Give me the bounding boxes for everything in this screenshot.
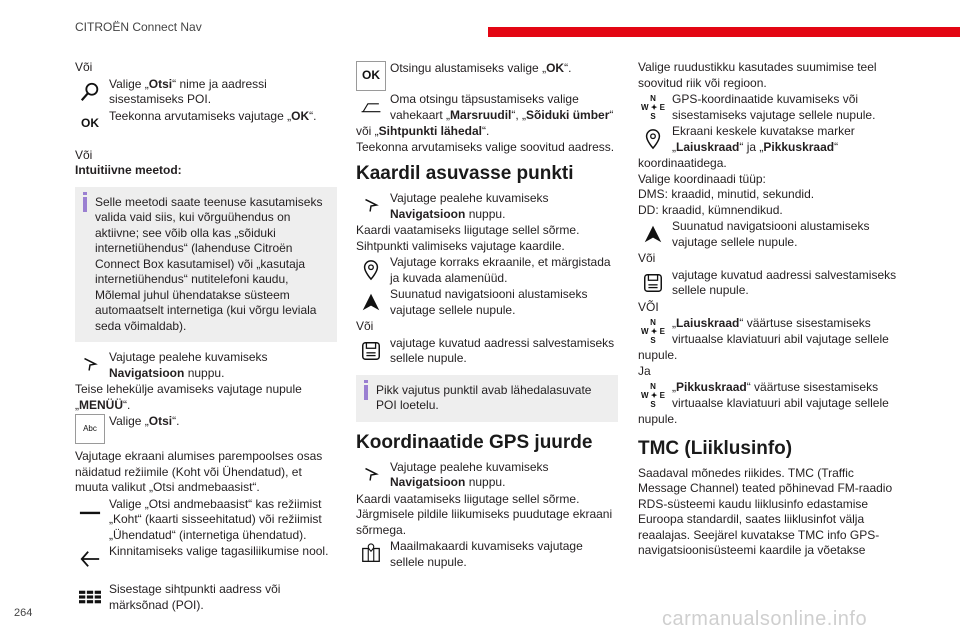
save-icon[interactable]: [356, 336, 386, 366]
text-marker: Vajutage korraks ekraanile, et märgistada ja kuvada alamenüüd.: [390, 255, 611, 285]
info-note-2: [356, 375, 618, 422]
text-start: Suunatud navigatsiooni alustamiseks vajutage sellele nupule.: [390, 287, 588, 317]
header-red-bar: [488, 27, 960, 37]
text-otsi: Valige „Otsi“ nime ja aadressi sisestamiseks POI.: [109, 76, 267, 106]
row-gps: [638, 92, 900, 123]
info-note-2-text: Pikk vajutus punktil avab lähedalasuvate POI loetelu.: [376, 382, 592, 412]
row-nav-3: [356, 460, 618, 491]
navigate-start-icon[interactable]: [356, 287, 386, 317]
location-pin-icon[interactable]: [356, 255, 386, 285]
search-icon[interactable]: [75, 77, 105, 107]
save-icon[interactable]: [638, 268, 668, 298]
location-pin-icon[interactable]: [638, 124, 668, 154]
ok-icon[interactable]: OK: [356, 61, 386, 91]
text-lon-2: nupule.: [638, 412, 678, 426]
row-marker: [356, 255, 618, 286]
column-3: [638, 60, 900, 559]
row-ok: [75, 109, 337, 139]
row-start-2: [638, 219, 900, 250]
compass-icon[interactable]: N W ✦ E S: [638, 92, 668, 122]
keyboard-icon[interactable]: Abc: [75, 414, 105, 444]
text-voi: Või: [75, 60, 93, 74]
row-otsi-2: [75, 414, 337, 444]
text-ok-2: Otsingu alustamiseks valige „OK“.: [390, 61, 572, 75]
text-start-2: Suunatud navigatsiooni alustamiseks vajutage sellele nupule.: [672, 219, 870, 249]
row-vehicle: [356, 92, 618, 123]
text-dd: DD: kraadid, kümnendikud.: [638, 202, 783, 217]
text-tmc: Saadaval mõnedes riikides. TMC (Traffic Message Channel) teated põhinevad FM-raadio RDS-süsteemi kaudu liiklusinfo edastamise Euroopa standardil, saates liiklusinfot välja reaalajas. Seejärel kuvatakse TMC info GPS-navigatsioonisüsteemi kaardile ja võetakse: [638, 465, 893, 557]
row-db: [75, 497, 337, 544]
text-keys: Sisestage sihtpunkti aadress või märksõnad (POI).: [109, 582, 281, 612]
text-db: Valige „Otsi andmebaasist“ kas režiimist „Koht“ (kaarti sisseehitatud) või režiimist „Ühendatud“ (internetiga ühendatud).: [109, 496, 322, 542]
text-coords: koordinaatidega.: [638, 156, 727, 170]
row-back: [75, 544, 337, 574]
column-2: [356, 60, 618, 571]
text-center: Ekraani keskele kuvatakse marker „Laiuskraad“ ja „Pikkuskraad“: [672, 124, 855, 154]
row-center: [638, 124, 900, 155]
text-voi-4: Või: [638, 251, 656, 265]
compass-icon[interactable]: N W ✦ E S: [638, 380, 668, 410]
compass-icon[interactable]: N W ✦ E S: [638, 316, 668, 346]
navigate-start-icon[interactable]: [638, 219, 668, 249]
text-save: vajutage kuvatud aadressi salvestamiseks sellele nupule.: [390, 335, 615, 365]
text-ja: Ja: [638, 363, 651, 378]
back-arrow-icon[interactable]: [75, 544, 105, 574]
text-dms: DMS: kraadid, minutid, sekundid.: [638, 187, 815, 201]
navigation-arrow-icon[interactable]: [356, 191, 386, 221]
column-1: [75, 60, 337, 614]
text-calc: Teekonna arvutamiseks valige soovitud aadress.: [356, 139, 615, 154]
text-voi-5: VÕI: [638, 299, 659, 314]
text-voi-2: Või: [75, 147, 93, 162]
heading-intuitive: Intuitiivne meetod:: [75, 163, 182, 177]
info-note: [75, 187, 337, 343]
row-nav: [75, 350, 337, 381]
text-vehicle-2: või „Sihtpunkti lähedal“.: [356, 124, 490, 138]
info-icon: [83, 197, 87, 212]
row-lat: [638, 316, 900, 347]
row-save-2: [638, 268, 900, 299]
ok-icon[interactable]: OK: [75, 109, 105, 139]
heading-gps: Koordinaatide GPS juurde: [356, 431, 593, 453]
info-icon: [364, 385, 368, 400]
world-map-icon[interactable]: [356, 539, 386, 569]
text-ok: Teekonna arvutamiseks vajutage „OK“.: [109, 108, 317, 123]
navigation-arrow-icon[interactable]: [356, 460, 386, 490]
heading-tmc: TMC (Liiklusinfo): [638, 437, 793, 459]
row-keys: [75, 582, 337, 613]
text-gps: GPS-koordinaatide kuvamiseks või sisestamiseks vajutage sellele nupule.: [672, 92, 876, 122]
row-lon: [638, 380, 900, 411]
text-nav: Vajutage pealehe kuvamiseks Navigatsioon nuppu.: [109, 350, 268, 380]
info-note-text: Selle meetodi saate teenuse kasutamiseks valida vaid siis, kui võrguühendus on aktiivne; see võib olla kas „sõiduki internetiühendus“ (lahenduse Citroën Connect Box kasutamisel) või „kasutaja internetiühendus“ nutitelefoni kaudu, Mõlemal juhul ühendatakse süsteem automaatselt internetiga (kui võrgu leviala seda võimaldab).: [95, 194, 323, 333]
text-type: Valige koordinaadi tüüp:: [638, 171, 766, 186]
page-number: 264: [14, 607, 33, 619]
header-title: CITROËN Connect Nav: [75, 20, 202, 34]
navigation-arrow-icon[interactable]: [75, 350, 105, 380]
text-world: Maailmakaardi kuvamiseks vajutage sellele nupule.: [390, 539, 583, 569]
text-lat: „Laiuskraad“ väärtuse sisestamiseks virtuaalse klaviatuuri abil vajutage sellele: [672, 316, 889, 346]
text-grid: Valige ruudustikku kasutades suumimise teel soovitud riik või regioon.: [638, 60, 877, 90]
text-next: Järgmisele pildile liikumiseks puudutage ekraani sõrmega.: [356, 507, 613, 537]
text-screen-mode: Vajutage ekraani alumises parempoolses osas näidatud režiimile (Koht või Ühendatud), et muuta valikut „Otsi andmebaasist“.: [75, 449, 323, 494]
row-save: [356, 336, 618, 367]
text-voi-3: Või: [356, 319, 374, 333]
text-tap: Sihtpunkti valimiseks vajutage kaardile.: [356, 238, 565, 253]
text-otsi-2: Valige „Otsi“.: [109, 414, 180, 428]
row-nav-2: [356, 191, 618, 222]
keypad-icon[interactable]: [75, 582, 105, 612]
line-icon[interactable]: [75, 497, 105, 527]
row-otsi: [75, 77, 337, 108]
text-menu: Teise lehekülje avamiseks vajutage nupule „MENÜÜ“.: [75, 382, 302, 412]
text-swipe: Kaardi vaatamiseks liigutage sellel sõrme.: [356, 223, 580, 237]
text-swipe-2: Kaardi vaatamiseks liigutage sellel sõrme.: [356, 491, 580, 506]
text-nav-3: Vajutage pealehe kuvamiseks Navigatsioon nuppu.: [390, 459, 549, 489]
text-back: Kinnitamiseks valige tagasiliikumise nool.: [109, 544, 329, 558]
row-start: [356, 287, 618, 318]
row-world: [356, 539, 618, 570]
text-nav-2: Vajutage pealehe kuvamiseks Navigatsioon nuppu.: [390, 191, 549, 221]
text-vehicle: Oma otsingu täpsustamiseks valige vahekaart „Marsruudil“, „Sõiduki ümber“: [390, 92, 614, 122]
vehicle-road-icon[interactable]: [356, 92, 386, 122]
text-lon: „Pikkuskraad“ väärtuse sisestamiseks virtuaalse klaviatuuri abil vajutage sellele: [672, 380, 889, 410]
watermark: carmanualsonline.info: [662, 608, 868, 630]
text-save-2: vajutage kuvatud aadressi salvestamiseks sellele nupule.: [672, 267, 897, 297]
row-ok-2: [356, 61, 618, 91]
text-lat-2: nupule.: [638, 348, 678, 362]
heading-map-point: Kaardil asuvasse punkti: [356, 163, 574, 184]
